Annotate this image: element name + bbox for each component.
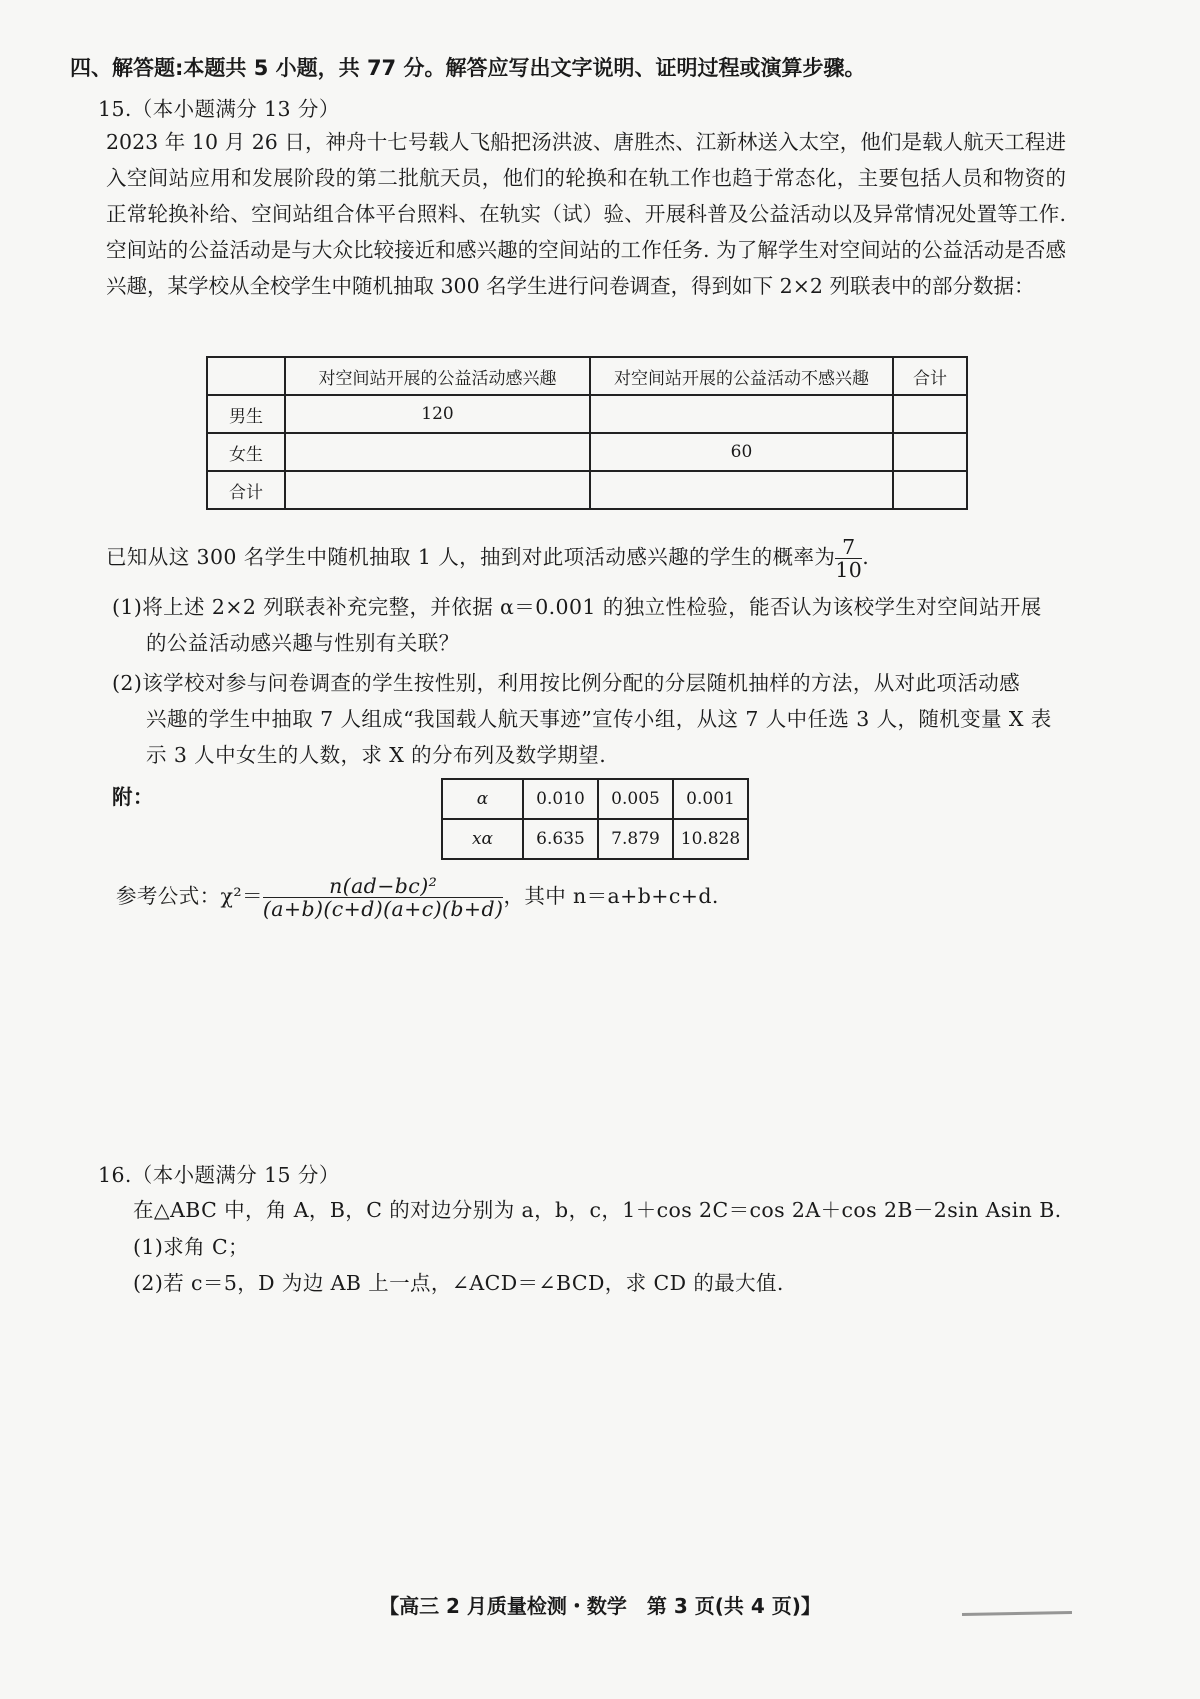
table-row — [207, 395, 967, 433]
row-label: 男生 — [207, 395, 285, 433]
table-header: 对空间站开展的公益活动感兴趣 — [285, 357, 590, 395]
q16-title: 16.（本小题满分 15 分） — [98, 1163, 340, 1187]
formula-fraction — [263, 875, 504, 920]
formula-denominator: (a+b)(c+d)(a+c)(b+d) — [262, 897, 504, 921]
table-cell: 120 — [285, 395, 590, 433]
formula-tail: ，其中 n＝a+b+c+d. — [503, 884, 719, 908]
fraction-numerator: 7 — [835, 536, 862, 559]
table-row — [207, 433, 967, 471]
table-cell: 6.635 — [523, 819, 598, 859]
contingency-table — [206, 356, 968, 510]
row-label: 女生 — [207, 433, 285, 471]
table-cell — [893, 433, 967, 471]
given-text: 已知从这 300 名学生中随机抽取 1 人，抽到对此项活动感兴趣的学生的概率为 — [106, 545, 836, 569]
table-cell — [893, 395, 967, 433]
table-cell: 0.010 — [523, 779, 598, 819]
q15-paragraph: 2023 年 10 月 26 日，神舟十七号载人飞船把汤洪波、唐胜杰、江新林送入太空，他们是载人航天工程进入空间站应用和发展阶段的第二批航天员，他们的轮换和在轨工作也趋于常态化，主要包括人员和物资的正常轮换补给、空间站组合体平台照料、在轨实（试）验、开展科普及公益活动以及异常情况处置等工作. 空间站的公益活动是与大众比较接近和感兴趣的空间站的工作任务. 为了解学生对空间站的公益活动是否感兴趣，某学校从全校学生中随机抽取 300 名学生进行问卷调查，得到如下 2×2 列联表中的部分数据： — [106, 130, 1066, 298]
table-cell — [893, 471, 967, 509]
q15-part2-line1: (2)该学校对参与问卷调查的学生按性别，利用按比例分配的分层随机抽样的方法，从对此项活动感 — [112, 671, 1021, 695]
formula-label: 参考公式：χ²＝ — [116, 884, 263, 908]
table-row — [442, 779, 748, 819]
table-cell: 7.879 — [598, 819, 673, 859]
row-label: 合计 — [207, 471, 285, 509]
q16-part1: (1)求角 C； — [133, 1235, 249, 1259]
table-header: 对空间站开展的公益活动不感兴趣 — [590, 357, 893, 395]
table-header: α — [442, 779, 523, 819]
q15-part2-line3: 示 3 人中女生的人数，求 X 的分布列及数学期望. — [146, 743, 607, 767]
table-cell: 60 — [590, 433, 893, 471]
table-row — [207, 471, 967, 509]
table-cell — [590, 471, 893, 509]
critical-value-table — [441, 778, 749, 860]
given-end: . — [862, 545, 870, 569]
q16-part2: (2)若 c＝5，D 为边 AB 上一点，∠ACD＝∠BCD，求 CD 的最大值. — [133, 1271, 784, 1295]
table-row — [442, 819, 748, 859]
section-header: 四、解答题:本题共 5 小题，共 77 分。解答应写出文字说明、证明过程或演算步骤。 — [70, 56, 866, 80]
table-header: xα — [442, 819, 523, 859]
page-footer: 【高三 2 月质量检测・数学 第 3 页(共 4 页)】 — [379, 1594, 821, 1618]
formula-numerator: n(ad−bc)² — [263, 875, 504, 898]
q15-part1-line1: (1)将上述 2×2 列联表补充完整，并依据 α＝0.001 的独立性检验，能否认为该校学生对空间站开展 — [112, 595, 1042, 619]
q15-part2-line2: 兴趣的学生中抽取 7 人组成“我国载人航天事迹”宣传小组，从这 7 人中任选 3 人，随机变量 X 表 — [146, 707, 1052, 731]
q16-stem: 在△ABC 中，角 A，B，C 的对边分别为 a，b，c，1＋cos 2C＝cos 2A＋cos 2B－2sin Asin B. — [133, 1198, 1062, 1222]
table-cell — [285, 433, 590, 471]
fraction-denominator: 10 — [835, 558, 863, 582]
table-cell: 0.005 — [598, 779, 673, 819]
reference-formula — [116, 875, 719, 920]
appendix-label: 附： — [112, 785, 154, 809]
table-cell: 10.828 — [673, 819, 748, 859]
table-cell — [207, 357, 285, 395]
probability-fraction — [835, 536, 862, 581]
table-cell — [590, 395, 893, 433]
table-cell: 0.001 — [673, 779, 748, 819]
table-header-row — [207, 357, 967, 395]
q15-given — [106, 536, 869, 581]
q15-title: 15.（本小题满分 13 分） — [98, 97, 340, 121]
table-header: 合计 — [893, 357, 967, 395]
table-cell — [285, 471, 590, 509]
q15-part1-line2: 的公益活动感兴趣与性别有关联？ — [146, 631, 460, 655]
